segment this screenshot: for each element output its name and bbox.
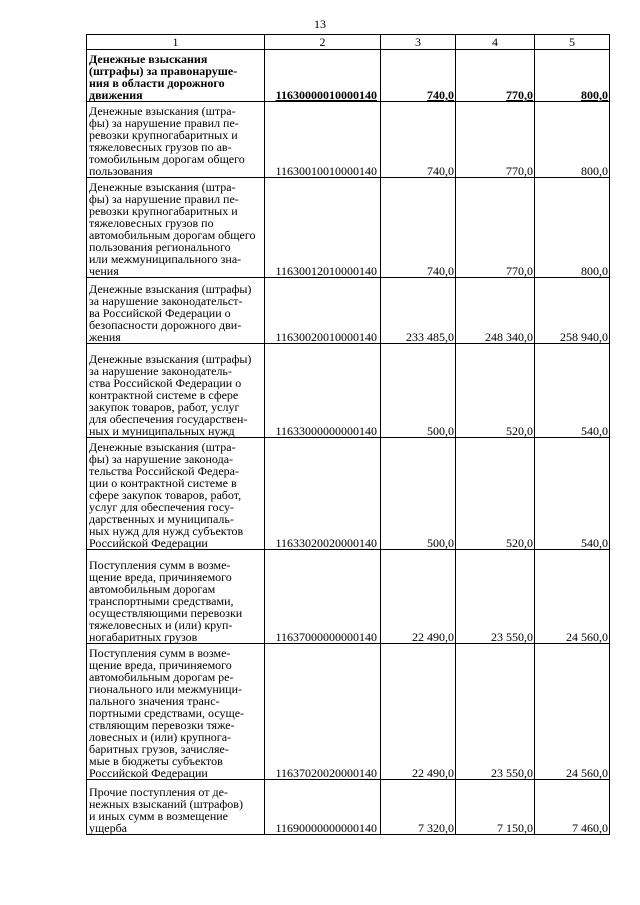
row-code: 11690000000000140 [265,780,381,835]
column-header: 4 [456,35,535,50]
row-description: Поступления сумм в возме- щение вреда, причиняемого автомобильным дорогам транспортными средствами, осуществляющими перевозки тяжеловесных и (или) круп- ногабаритных грузов [87,550,265,644]
row-value-year2: 7 150,0 [456,780,535,835]
column-header: 3 [381,35,456,50]
table-row [87,438,610,550]
row-description: Прочие поступления от де- нежных взысканий (штрафов) и иных сумм в возмещение ущерба [87,780,265,835]
row-value-year1: 740,0 [381,178,456,278]
row-value-year3: 540,0 [535,438,610,550]
row-value-year3: 800,0 [535,102,610,178]
table-row [87,178,610,278]
row-value-year1: 233 485,0 [381,278,456,344]
row-value-year3: 258 940,0 [535,278,610,344]
row-value-year3: 540,0 [535,344,610,438]
row-value-year2: 770,0 [456,178,535,278]
row-code: 11633000000000140 [265,344,381,438]
row-description: Денежные взыскания (штрафы) за правонаруше- ния в области дорожного движения [87,50,265,102]
row-value-year2: 23 550,0 [456,644,535,780]
row-code: 11630010010000140 [265,102,381,178]
row-value-year2: 248 340,0 [456,278,535,344]
row-value-year3: 7 460,0 [535,780,610,835]
column-header: 1 [87,35,265,50]
row-value-year3: 24 560,0 [535,550,610,644]
page-number: 13 [314,17,326,31]
row-value-year1: 7 320,0 [381,780,456,835]
row-code: 11633020020000140 [265,438,381,550]
row-value-year3: 24 560,0 [535,644,610,780]
row-value-year3: 800,0 [535,178,610,278]
row-code: 11630000010000140 [265,50,381,102]
revenue-table [86,34,610,835]
row-value-year2: 520,0 [456,438,535,550]
row-code: 11630020010000140 [265,278,381,344]
row-value-year2: 770,0 [456,50,535,102]
table-row [87,278,610,344]
row-value-year1: 22 490,0 [381,550,456,644]
row-description: Денежные взыскания (штра- фы) за нарушение правил пе- ревозки крупногабаритных и тяжеловесных грузов по ав- томобильным дорогам общего пользования [87,102,265,178]
row-value-year3: 800,0 [535,50,610,102]
row-code: 11630012010000140 [265,178,381,278]
row-value-year1: 740,0 [381,102,456,178]
column-header-row [87,35,610,50]
row-description: Денежные взыскания (штрафы) за нарушение законодатель- ства Российской Федерации о контрактной системе в сфере закупок товаров, работ, услуг для обеспечения государствен- ных и муниципальных нужд [87,344,265,438]
table-row [87,50,610,102]
row-description: Денежные взыскания (штрафы) за нарушение законодательст- ва Российской Федерации о безопасности дорожного дви- жения [87,278,265,344]
row-code: 11637000000000140 [265,550,381,644]
row-value-year2: 23 550,0 [456,550,535,644]
table-row [87,550,610,644]
row-value-year2: 770,0 [456,102,535,178]
row-value-year1: 500,0 [381,344,456,438]
table-row [87,644,610,780]
row-value-year1: 740,0 [381,50,456,102]
row-value-year1: 22 490,0 [381,644,456,780]
table-row [87,344,610,438]
row-description: Денежные взыскания (штра- фы) за нарушение законода- тельства Российской Федера- ции о контрактной системе в сфере закупок товаров, работ, услуг для обеспечения госу- дарственных и муниципаль- ных нужд для нужд субъектов Российской Федерации [87,438,265,550]
column-header: 5 [535,35,610,50]
column-header: 2 [265,35,381,50]
table-row [87,780,610,835]
row-value-year2: 520,0 [456,344,535,438]
table-row [87,102,610,178]
row-code: 11637020020000140 [265,644,381,780]
row-description: Поступления сумм в возме- щение вреда, причиняемого автомобильным дорогам ре- гионального или межмуници- пального значения транс- портными средствами, осуще- ствляющим перевозки тяже- ловесных и (или) крупнога- баритных грузов, зачисляе- мые в бюджеты субъектов Российской Федерации [87,644,265,780]
row-value-year1: 500,0 [381,438,456,550]
row-description: Денежные взыскания (штра- фы) за нарушение правил пе- ревозки крупногабаритных и тяжеловесных грузов по автомобильным дорогам общего пользования регионального или межмуниципального зна- чения [87,178,265,278]
